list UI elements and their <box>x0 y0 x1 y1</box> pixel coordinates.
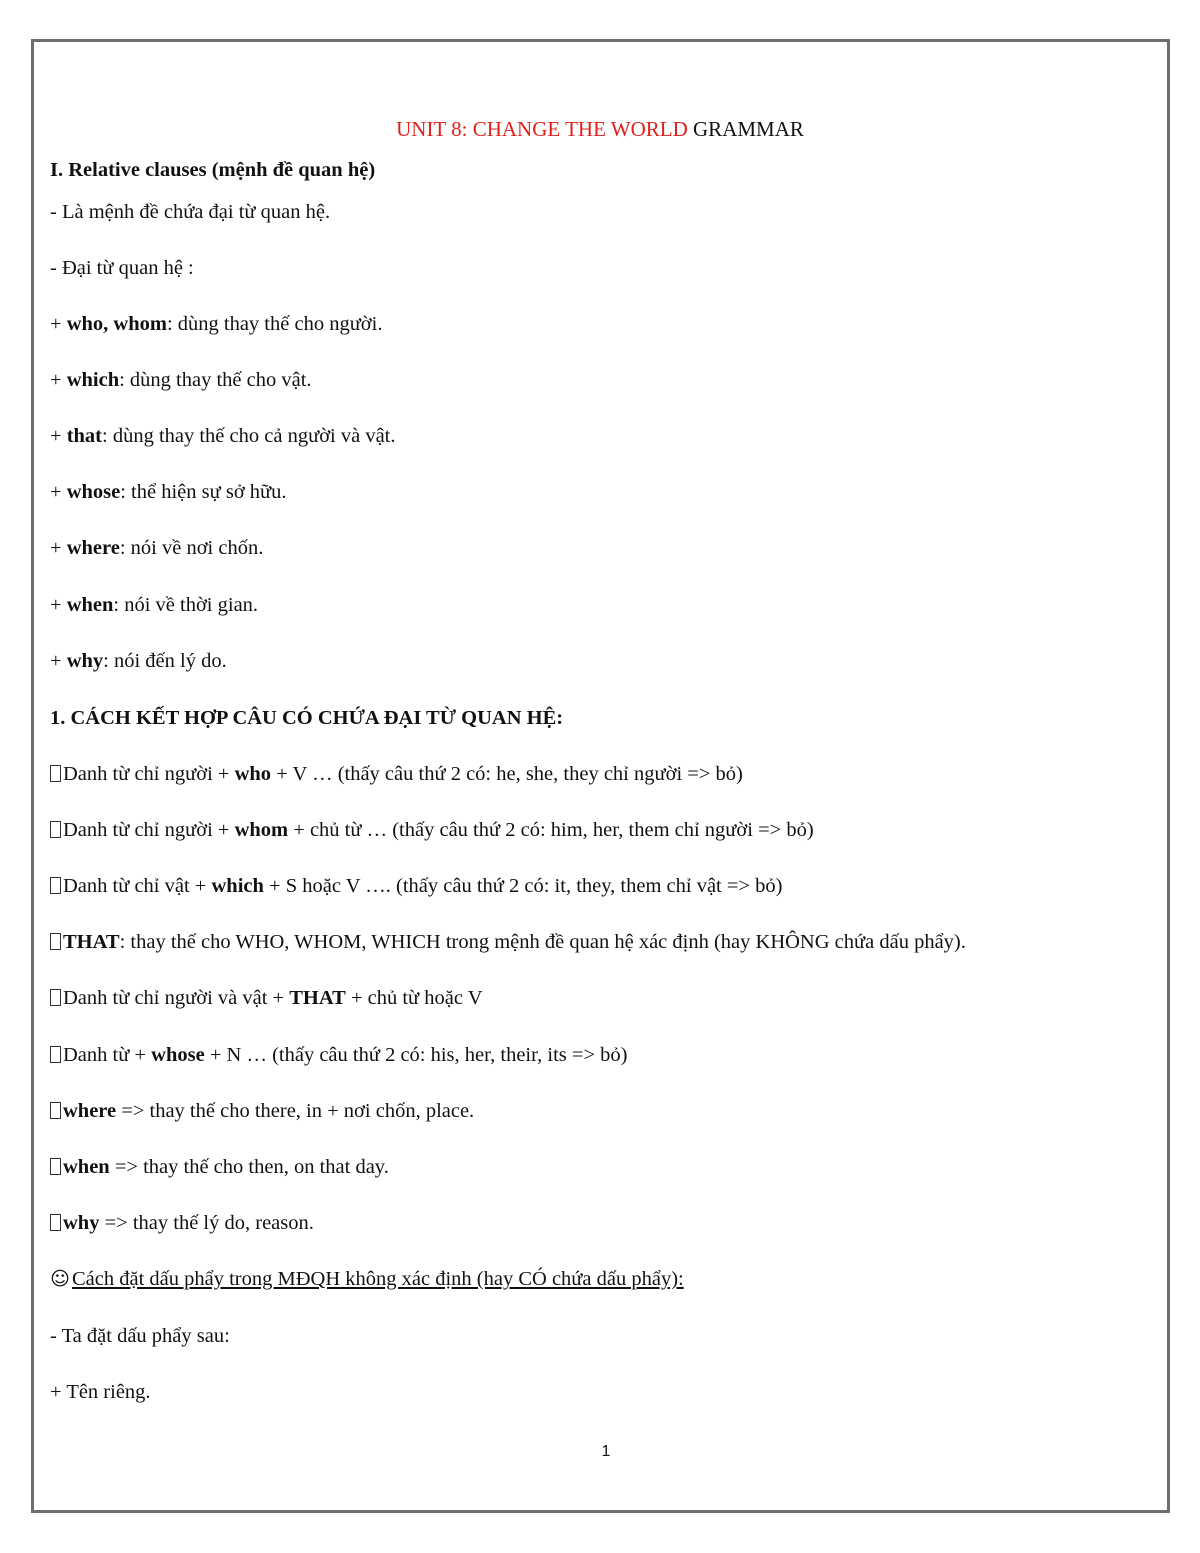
rule-post: => thay thế cho then, on that day. <box>109 1156 389 1178</box>
rule-term: when <box>63 1156 110 1178</box>
page-number: 1 <box>601 1443 611 1460</box>
pronoun-desc: : nói về nơi chốn. <box>119 537 264 559</box>
bullet-box-icon <box>50 1214 61 1231</box>
rule-item <box>50 1098 474 1124</box>
pronoun-item: + which: dùng thay thế cho vật. <box>50 369 312 391</box>
section-heading-relative-clauses: I. Relative clauses (mệnh đề quan hệ) <box>50 159 376 181</box>
comma-rules-heading-text: Cách đặt dấu phẩy trong MĐQH không xác định (hay CÓ chứa dấu phẩy): <box>72 1268 684 1290</box>
rule-post: + chủ từ hoặc V <box>345 987 483 1009</box>
rule-item <box>50 1210 314 1236</box>
comma-rule-line: - Ta đặt dấu phẩy sau: <box>50 1325 230 1347</box>
pronoun-desc: : dùng thay thế cho vật. <box>119 369 312 391</box>
pronoun-term: why <box>66 650 104 672</box>
pronoun-desc: : thể hiện sự sở hữu. <box>120 481 287 503</box>
rule-post: => thay thế lý do, reason. <box>99 1212 314 1234</box>
rule-pre: Danh từ chỉ người và vật + <box>63 987 290 1009</box>
pronoun-desc: : nói về thời gian. <box>113 594 259 616</box>
rule-pre: Danh từ chỉ người + <box>63 763 235 785</box>
pronoun-item: + that: dùng thay thế cho cả người và vật. <box>50 425 396 447</box>
title-grammar: GRAMMAR <box>687 117 804 141</box>
pronoun-term: where <box>66 537 120 559</box>
bullet-box-icon <box>50 1102 61 1119</box>
rule-post: + S hoặc V …. (thấy câu thứ 2 có: it, they, them chỉ vật => bỏ) <box>263 875 783 897</box>
rule-pre: Danh từ chỉ người + <box>63 819 235 841</box>
pronoun-item: + where: nói về nơi chốn. <box>50 537 264 559</box>
pronoun-desc: : dùng thay thế cho người. <box>166 313 383 335</box>
comma-rule-line: + Tên riêng. <box>50 1381 151 1403</box>
rule-post: + chủ từ … (thấy câu thứ 2 có: him, her, them chỉ người => bỏ) <box>288 819 814 841</box>
pronoun-desc: : nói đến lý do. <box>103 650 227 672</box>
bullet-box-icon <box>50 1046 61 1063</box>
rule-pre: Danh từ + <box>63 1044 152 1066</box>
pronoun-item: + when: nói về thời gian. <box>50 594 259 616</box>
rule-pre: Danh từ chỉ vật + <box>63 875 212 897</box>
rule-term: which <box>211 875 264 897</box>
pronoun-term: whose <box>66 481 121 503</box>
rule-item <box>50 985 483 1011</box>
pronoun-item: + who, whom: dùng thay thế cho người. <box>50 313 383 335</box>
bullet-box-icon <box>50 989 61 1006</box>
rule-post: : thay thế cho WHO, WHOM, WHICH trong mệnh đề quan hệ xác định (hay KHÔNG chứa dấu phẩy). <box>119 931 966 953</box>
bullet-box-icon <box>50 933 61 950</box>
intro-line: - Đại từ quan hệ : <box>50 257 194 279</box>
rule-term: whom <box>234 819 289 841</box>
rule-term: THAT <box>63 931 120 953</box>
pronoun-desc: : dùng thay thế cho cả người và vật. <box>102 425 396 447</box>
bullet-box-icon <box>50 765 61 782</box>
rule-item <box>50 817 814 843</box>
bullet-box-icon <box>50 877 61 894</box>
bullet-box-icon <box>50 1158 61 1175</box>
rule-term: whose <box>151 1044 205 1066</box>
pronoun-term: which <box>66 369 120 391</box>
intro-line: - Là mệnh đề chứa đại từ quan hệ. <box>50 201 331 223</box>
pronoun-term: when <box>66 594 114 616</box>
rule-term: who <box>234 763 272 785</box>
rule-item <box>50 873 782 899</box>
bullet-box-icon <box>50 821 61 838</box>
pronoun-item: + why: nói đến lý do. <box>50 650 227 672</box>
title-unit: UNIT 8: CHANGE THE WORLD <box>396 117 688 141</box>
comma-rules-heading <box>50 1266 684 1292</box>
rule-item <box>50 1042 627 1068</box>
rule-term: where <box>63 1100 117 1122</box>
rule-item <box>50 1154 389 1180</box>
rule-item <box>50 929 966 955</box>
rule-item <box>50 761 743 787</box>
rule-post: + V … (thấy câu thứ 2 có: he, she, they chỉ người => bỏ) <box>271 763 743 785</box>
document-title <box>0 116 1200 142</box>
smiley-icon: ☺ <box>50 1268 70 1290</box>
pronoun-term: who, whom <box>66 313 167 335</box>
pronoun-item: + whose: thể hiện sự sở hữu. <box>50 481 287 503</box>
rule-term: THAT <box>289 987 346 1009</box>
rule-post: => thay thế cho there, in + nơi chốn, place. <box>116 1100 475 1122</box>
rule-term: why <box>63 1212 100 1234</box>
rule-post: + N … (thấy câu thứ 2 có: his, her, their, its => bỏ) <box>204 1044 628 1066</box>
section-heading-combine: 1. CÁCH KẾT HỢP CÂU CÓ CHỨA ĐẠI TỪ QUAN HỆ: <box>50 707 564 729</box>
pronoun-term: that <box>66 425 102 447</box>
